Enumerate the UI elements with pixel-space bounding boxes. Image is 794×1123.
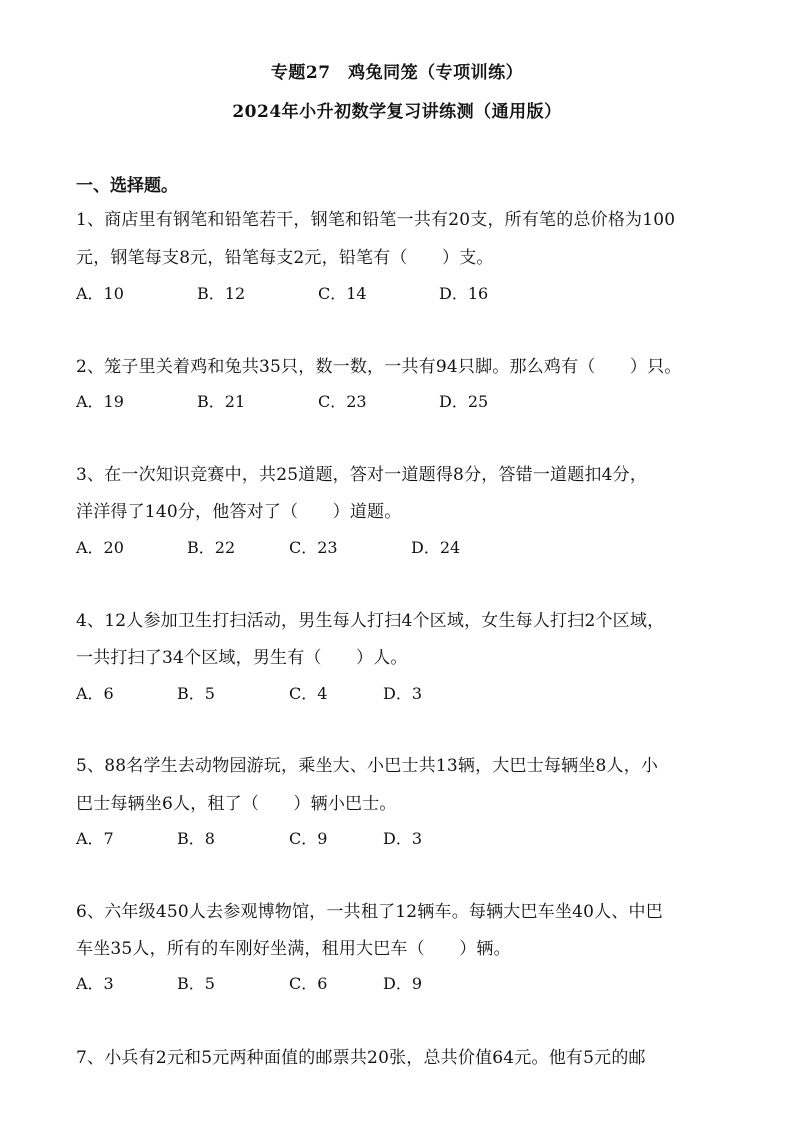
question-5-option-c: C．9 xyxy=(289,829,328,848)
question-2-option-a: A．19 xyxy=(76,392,124,411)
question-4-stem-line-1: 4、12人参加卫生打扫活动，男生每人打扫4个区域，女生每人打扫2个区域， xyxy=(76,611,665,631)
question-1-stem-line-1: 1、商店里有钢笔和铅笔若干，钢笔和铅笔一共有20支，所有笔的总价格为100 xyxy=(76,210,676,230)
question-6-option-a: A．3 xyxy=(76,974,114,993)
question-5-stem-line-1: 5、88名学生去动物园游玩，乘坐大、小巴士共13辆，大巴士每辆坐8人，小 xyxy=(76,756,659,776)
question-1-stem-line-2: 元，钢笔每支8元，铅笔每支2元，铅笔有（ ）支。 xyxy=(76,248,494,268)
question-1-option-c: C．14 xyxy=(318,284,367,303)
section-heading: 一、选择题。 xyxy=(76,176,178,196)
question-3-stem-line-1: 3、在一次知识竞赛中，共25道题，答对一道题得8分，答错一道题扣4分， xyxy=(76,465,648,485)
question-2-stem-line-1: 2、笼子里关着鸡和兔共35只，数一数，一共有94只脚。那么鸡有（ ）只。 xyxy=(76,357,682,377)
question-5-option-a: A．7 xyxy=(76,829,114,848)
question-1-option-b: B．12 xyxy=(197,284,246,303)
question-5-option-d: D．3 xyxy=(383,829,423,848)
question-3-option-a: A．20 xyxy=(76,538,124,557)
document-subtitle: 2024年小升初数学复习讲练测（通用版） xyxy=(232,102,562,122)
question-2-option-d: D．25 xyxy=(439,392,489,411)
document-title: 专题27 鸡兔同笼（专项训练） xyxy=(270,63,524,83)
question-3-stem-line-2: 洋洋得了140分，他答对了（ ）道题。 xyxy=(76,502,402,522)
question-6-stem-line-2: 车坐35人，所有的车刚好坐满，租用大巴车（ ）辆。 xyxy=(76,939,511,959)
question-4-option-d: D．3 xyxy=(383,684,423,703)
question-5-option-b: B．8 xyxy=(177,829,215,848)
question-2-option-c: C．23 xyxy=(318,392,367,411)
question-6-stem-line-1: 6、六年级450人去参观博物馆，一共租了12辆车。每辆大巴车坐40人、中巴 xyxy=(76,902,663,922)
question-3-option-b: B．22 xyxy=(187,538,236,557)
question-6-option-d: D．9 xyxy=(383,974,423,993)
question-4-stem-line-2: 一共打扫了34个区域，男生有（ ）人。 xyxy=(76,648,408,668)
question-3-option-c: C．23 xyxy=(289,538,338,557)
question-6-option-b: B．5 xyxy=(177,974,215,993)
question-2-option-b: B．21 xyxy=(197,392,246,411)
question-3-option-d: D．24 xyxy=(411,538,461,557)
question-4-option-a: A．6 xyxy=(76,684,114,703)
question-5-stem-line-2: 巴士每辆坐6人，租了（ ）辆小巴士。 xyxy=(76,794,397,814)
question-7-stem-line-1: 7、小兵有2元和5元两种面值的邮票共20张，总共价值64元。他有5元的邮 xyxy=(76,1048,646,1068)
question-4-option-c: C．4 xyxy=(289,684,328,703)
question-1-option-a: A．10 xyxy=(76,284,124,303)
question-4-option-b: B．5 xyxy=(177,684,215,703)
question-1-option-d: D．16 xyxy=(439,284,489,303)
question-6-option-c: C．6 xyxy=(289,974,328,993)
